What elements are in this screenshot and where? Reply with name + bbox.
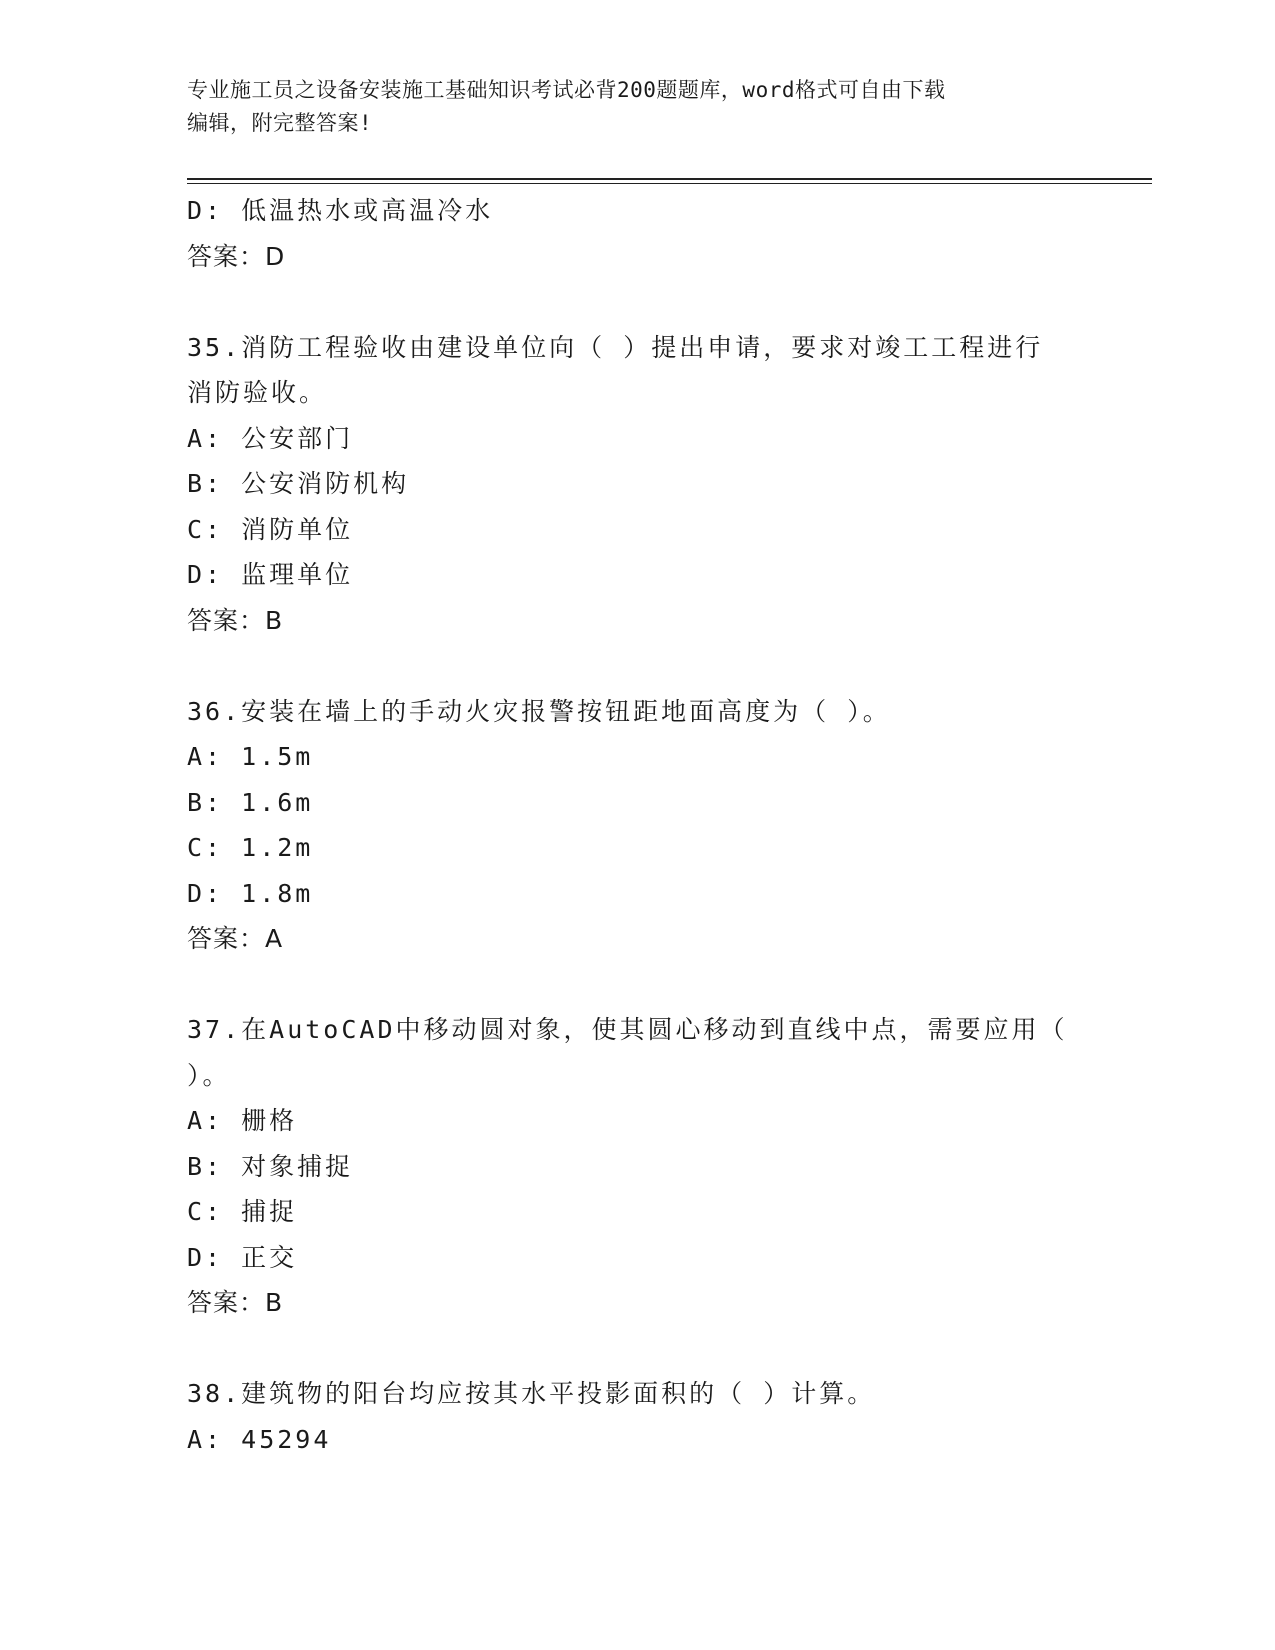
header-divider — [187, 178, 1152, 184]
question-stem: 35.消防工程验收由建设单位向（ ）提出申请，要求对竣工工程进行 — [187, 332, 1044, 362]
question-38 — [187, 1371, 1087, 1462]
spacer — [187, 962, 1087, 1008]
page-header — [187, 74, 1067, 140]
answer: 答案：B — [187, 605, 284, 635]
question-stem: 38.建筑物的阳台均应按其水平投影面积的（ ）计算。 — [187, 1379, 876, 1408]
answer: 答案：B — [187, 1288, 284, 1317]
option-a: A: 公安部门 — [187, 423, 354, 453]
header-line-2: 编辑，附完整答案! — [187, 111, 373, 135]
option-a: A: 栅格 — [187, 1106, 298, 1135]
option-d: D: 1.8m — [187, 878, 314, 908]
spacer — [187, 279, 1087, 325]
option-a: A: 1.5m — [187, 742, 314, 771]
header-line-1: 专业施工员之设备安装施工基础知识考试必背200题题库，word格式可自由下载 — [187, 78, 946, 102]
spacer — [187, 1326, 1087, 1372]
option-c: C: 捕捉 — [187, 1197, 298, 1226]
option-c: C: 消防单位 — [187, 514, 354, 544]
option-b: B: 1.6m — [187, 787, 314, 817]
option-d: D: 监理单位 — [187, 560, 354, 589]
question-37 — [187, 1007, 1087, 1326]
option-b: B: 公安消防机构 — [187, 469, 410, 498]
option-b: B: 对象捕捉 — [187, 1151, 354, 1181]
question-36 — [187, 689, 1087, 962]
answer: 答案：D — [187, 241, 286, 271]
option-a: A: 45294 — [187, 1424, 332, 1454]
question-stem: 36.安装在墙上的手动火灾报警按钮距地面高度为（ ）。 — [187, 696, 891, 726]
question-stem-continued: ）。 — [187, 1060, 231, 1090]
spacer — [187, 643, 1087, 689]
document-body — [187, 188, 1087, 1462]
option-d: D: 正交 — [187, 1242, 298, 1272]
question-35 — [187, 325, 1087, 644]
option-c: C: 1.2m — [187, 833, 314, 862]
answer: 答案：A — [187, 924, 284, 953]
option-d: D: 低温热水或高温冷水 — [187, 196, 494, 225]
question-stem-continued: 消防验收。 — [187, 378, 328, 407]
question-stem: 37.在AutoCAD中移动圆对象，使其圆心移动到直线中点，需要应用（ — [187, 1015, 1068, 1044]
